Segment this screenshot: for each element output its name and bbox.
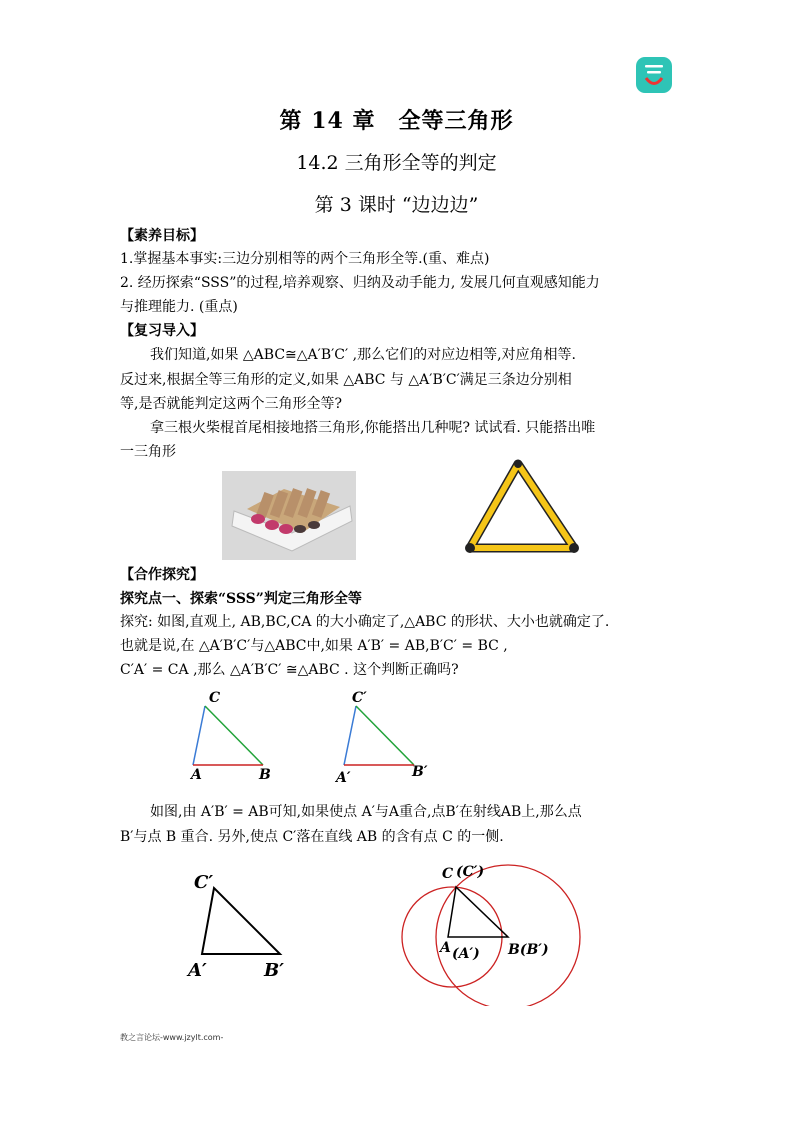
review-line-4: 拿三根火柴棍首尾相接地搭三角形,你能搭出几种呢? 试试看. 只能搭出唯 xyxy=(150,420,596,436)
vertex-a-label: A xyxy=(191,767,202,782)
large-vertex-c-label: C′ xyxy=(194,872,214,893)
goal-2b: 与推理能力. (重点) xyxy=(120,299,238,315)
circle-c-prime-label: (C′) xyxy=(456,864,485,880)
para-line-1: 如图,由 A′B′ = AB可知,如果使点 A′与A重合,点B′在射线AB上,那么点 xyxy=(150,804,582,820)
review-heading: 【复习导入】 xyxy=(120,323,204,339)
vertex-c-label: C xyxy=(209,690,221,706)
vertex-b-prime-label: B′ xyxy=(412,764,428,780)
explore-line-1: 探究: 如图,直观上, AB,BC,CA 的大小确定了,△ABC 的形状、大小也就确定了. xyxy=(120,614,610,630)
large-vertex-b-label: B′ xyxy=(264,960,284,981)
circle-a-prime-label: (A′) xyxy=(452,946,480,962)
vertex-a-prime-label: A′ xyxy=(336,770,351,786)
review-line-3: 等,是否就能判定这两个三角形全等? xyxy=(120,396,342,412)
goal-2a: 2. 经历探索“SSS”的过程,培养观察、归纳及动手能力, 发展几何直观感知能力 xyxy=(120,275,600,291)
coop-heading: 【合作探究】 xyxy=(120,567,204,583)
lesson-title: 第 3 课时 “边边边” xyxy=(314,194,479,216)
triangle-large-prime xyxy=(186,866,296,984)
vertex-c-prime-label: C′ xyxy=(352,690,367,706)
section-title: 14.2 三角形全等的判定 xyxy=(296,152,497,174)
triangle-abc-prime xyxy=(330,686,440,786)
circle-a-label: A xyxy=(440,940,451,956)
review-line-2: 反过来,根据全等三角形的定义,如果 △ABC 与 △A′B′C′满足三条边分别相 xyxy=(120,372,572,388)
para-line-2: B′与点 B 重合. 另外,使点 C′落在直线 AB 的含有点 C 的一侧. xyxy=(120,829,504,845)
explore-heading: 探究点一、探索“SSS”判定三角形全等 xyxy=(120,591,362,607)
chapter-title: 第 14 章 全等三角形 xyxy=(279,108,514,134)
triangle-abc xyxy=(185,686,285,782)
circle-c-label: C xyxy=(442,866,454,882)
vertex-b-label: B xyxy=(259,767,271,782)
circle-construction xyxy=(396,856,582,1006)
goals-heading: 【素养目标】 xyxy=(120,228,204,244)
app-logo xyxy=(636,57,672,93)
explore-line-3: C′A′ = CA ,那么 △A′B′C′ ≅△ABC . 这个判断正确吗? xyxy=(120,662,459,678)
review-line-5: 一三角形 xyxy=(120,444,176,460)
explore-line-2: 也就是说,在 △A′B′C′与△ABC中,如果 A′B′ = AB,B′C′ = BC , xyxy=(120,638,508,654)
review-line-1: 我们知道,如果 △ABC≅△A′B′C′ ,那么它们的对应边相等,对应角相等. xyxy=(150,347,576,363)
goal-1: 1.掌握基本事实:三边分别相等的两个三角形全等.(重、难点) xyxy=(120,251,490,267)
footer-text: 教之言论坛-www.jzylt.com- xyxy=(120,1033,224,1042)
matchbox-photo xyxy=(222,471,356,560)
large-vertex-a-label: A′ xyxy=(188,960,207,981)
circle-b-label: B(B′) xyxy=(508,942,549,958)
match-triangle xyxy=(462,458,582,556)
